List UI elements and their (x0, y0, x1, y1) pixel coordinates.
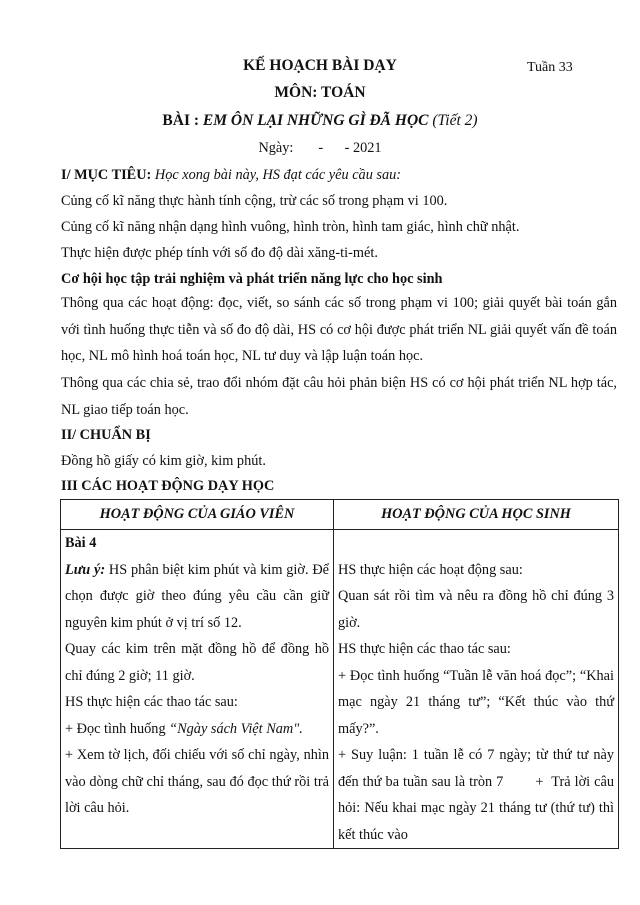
preparation-text: Đồng hồ giấy có kim giờ, kim phút. (61, 453, 266, 469)
objectives-intro: Học xong bài này, HS đạt các yêu cầu sau: (154, 167, 402, 183)
table-row (61, 530, 619, 849)
objective-item: Củng cố kĩ năng nhận dạng hình vuông, hình tròn, hình tam giác, hình chữ nhật. (61, 219, 520, 235)
student-column-header: HOẠT ĐỘNG CỦA HỌC SINH (334, 500, 619, 530)
lesson-title (0, 112, 640, 130)
student-paragraph: + Suy luận: 1 tuần lễ có 7 ngày; từ thứ tư này đến thứ ba tuần sau là tròn 7 + Trả lời câu hỏi: Nếu khai mạc ngày 21 tháng tư (thứ tư) thì kết thúc vào (338, 747, 618, 843)
teacher-cell (61, 530, 334, 849)
teacher-p4-prefix: + Đọc tình huống (65, 720, 170, 737)
teacher-paragraph (65, 716, 329, 743)
opportunity-paragraph-1: Thông qua các hoạt động: đọc, viết, so sánh các số trong phạm vi 100; giải quyết bài toán gắn với tình huống thực tiễn và số đo độ dài, HS có cơ hội được phát triển NL giải quyết vấn đề toán học, NL mô hình hoá toán học, NL tư duy và lập luận toán học. (61, 295, 617, 364)
lesson-name: EM ÔN LẠI NHỮNG GÌ ĐÃ HỌC (202, 112, 429, 129)
lesson-part: (Tiết 2) (428, 112, 478, 129)
objectives-heading: I/ MỤC TIÊU: (61, 167, 155, 183)
student-paragraph: + Đọc tình huống “Tuần lễ văn hoá đọc”; “Khai mạc ngày 21 tháng tư”; “Kết thúc vào thứ mấy?”. (338, 667, 614, 737)
opportunity-heading: Cơ hội học tập trải nghiệm và phát triển năng lực cho học sinh (61, 271, 443, 287)
table-header-row (61, 500, 619, 530)
teacher-paragraph: + Xem tờ lịch, đối chiếu với số chỉ ngày, nhìn vào dòng chữ chỉ tháng, sau đó đọc thứ rồi trả lời câu hỏi. (65, 747, 329, 816)
lesson-date: Ngày: - - 2021 (258, 140, 382, 156)
student-paragraph: HS thực hiện các thao tác sau: (338, 641, 511, 657)
opportunity-paragraph-2: Thông qua các chia sẻ, trao đổi nhóm đặt câu hỏi phản biện HS có cơ hội phát triển NL hợp tác, NL giao tiếp toán học. (61, 375, 617, 418)
student-cell (334, 530, 619, 849)
note-text: HS phân biệt kim phút và kim giờ. Để chọn được giờ theo đúng yêu cầu cần giữ nguyên kim phút ở vị trí số 12. (65, 561, 329, 631)
activities-heading: III CÁC HOẠT ĐỘNG DẠY HỌC (61, 478, 275, 494)
teacher-p4-italic: “Ngày sách Việt Nam". (169, 720, 303, 737)
teacher-note (65, 557, 329, 637)
objective-item: Thực hiện được phép tính với số đo độ dài xăng-ti-mét. (61, 245, 378, 261)
teacher-paragraph: Quay các kim trên mặt đồng hồ để đồng hồ chỉ đúng 2 giờ; 11 giờ. (65, 641, 329, 684)
teacher-column-header: HOẠT ĐỘNG CỦA GIÁO VIÊN (61, 500, 334, 530)
objectives-line (61, 167, 401, 184)
teacher-paragraph: HS thực hiện các thao tác sau: (65, 694, 238, 710)
subject-title: MÔN: TOÁN (274, 84, 366, 101)
lesson-prefix: BÀI : (162, 112, 203, 129)
exercise-label: Bài 4 (65, 535, 97, 551)
activities-table (60, 499, 619, 849)
student-paragraph: Quan sát rồi tìm và nêu ra đồng hồ chỉ đúng 3 giờ. (338, 588, 614, 631)
week-label: Tuần 33 (527, 60, 573, 75)
preparation-heading: II/ CHUẨN BỊ (61, 427, 151, 443)
note-label: Lưu ý: (65, 561, 106, 578)
objective-item: Củng cố kĩ năng thực hành tính cộng, trừ các số trong phạm vi 100. (61, 193, 448, 209)
student-paragraph: HS thực hiện các hoạt động sau: (338, 561, 523, 578)
plan-title: KẾ HOẠCH BÀI DẠY (243, 57, 397, 74)
